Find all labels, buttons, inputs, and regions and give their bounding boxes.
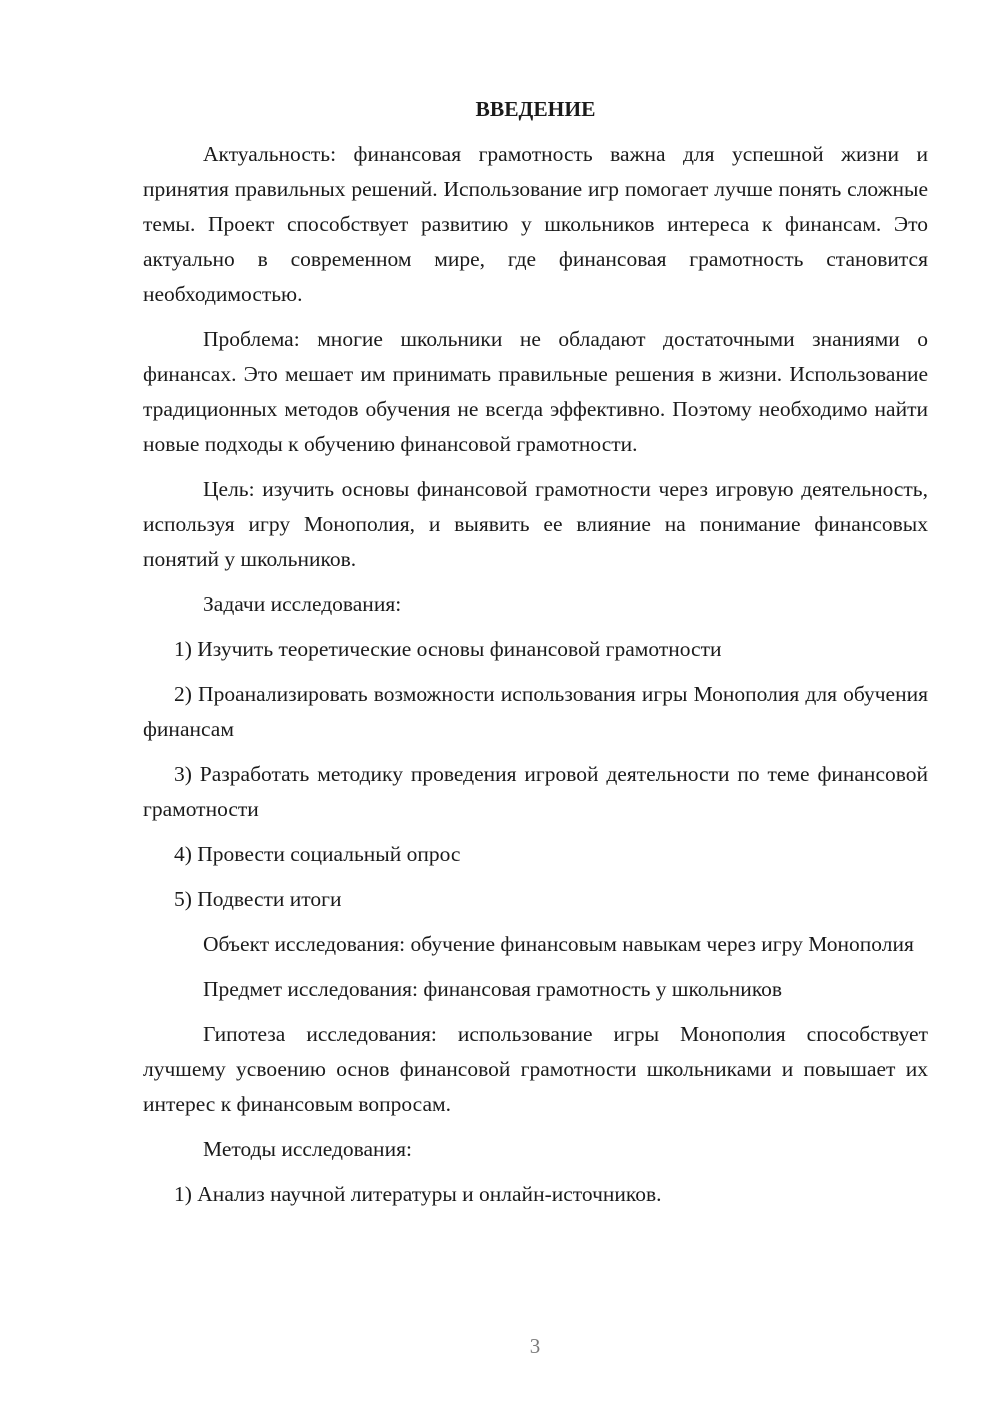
document-page [143, 92, 928, 1222]
task-item-1: 1) Изучить теоретические основы финансовой грамотности [174, 637, 722, 661]
paragraph-goal: Цель: изучить основы финансовой грамотности через игровую деятельность, используя игру Монополия, и выявить ее влияние на понимание финансовых понятий у школьников. [143, 477, 928, 571]
paragraph-subject: Предмет исследования: финансовая грамотность у школьников [203, 977, 783, 1001]
task-item-4: 4) Провести социальный опрос [174, 842, 461, 866]
page-number: 3 [529, 1334, 541, 1358]
paragraph-hypothesis: Гипотеза исследования: использование игры Монополия способствует лучшему усвоению основ финансовой грамотности школьниками и повышает их интерес к финансовым вопросам. [143, 1022, 928, 1116]
paragraph-relevance: Актуальность: финансовая грамотность важна для успешной жизни и принятия правильных решений. Использование игр помогает лучше понять сложные темы. Проект способствует развитию у школьников интереса к финансам. Это актуально в современном мире, где финансовая грамотность становится необходимостью. [143, 142, 928, 306]
paragraph-object: Объект исследования: обучение финансовым навыкам через игру Монополия [203, 932, 914, 956]
paragraph-methods-title: Методы исследования: [203, 1137, 412, 1161]
paragraph-tasks-title: Задачи исследования: [203, 592, 402, 616]
task-item-2: 2) Проанализировать возможности использования игры Монополия для обучения финансам [143, 682, 928, 741]
paragraph-problem: Проблема: многие школьники не обладают достаточными знаниями о финансах. Это мешает им принимать правильные решения в жизни. Использование традиционных методов обучения не всегда эффективно. Поэтому необходимо найти новые подходы к обучению финансовой грамотности. [143, 327, 928, 456]
task-item-5: 5) Подвести итоги [174, 887, 342, 911]
method-item-1: 1) Анализ научной литературы и онлайн-источников. [174, 1182, 662, 1206]
section-heading: ВВЕДЕНИЕ [475, 97, 596, 121]
task-item-3: 3) Разработать методику проведения игровой деятельности по теме финансовой грамотности [143, 762, 928, 821]
